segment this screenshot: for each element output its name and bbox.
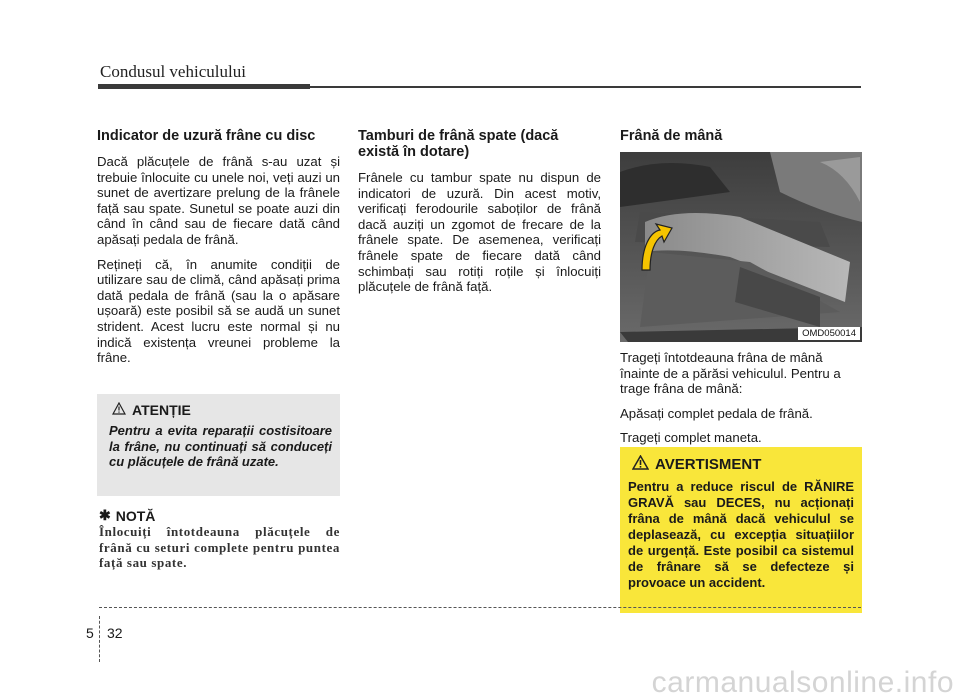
caution-text: Pentru a evita reparații costisitoare la frâne, nu continuați să conduceți cu plăcuțele de frână uzate.: [109, 423, 332, 470]
page-header-title: Condusul vehiculului: [100, 62, 246, 81]
note-star-icon: ✱: [99, 507, 111, 523]
paragraph: Trageți complet maneta.: [620, 430, 762, 446]
section-heading: Frână de mână: [620, 128, 723, 144]
chapter-number: 5: [86, 625, 94, 641]
warning-triangle-icon: [112, 402, 126, 418]
paragraph: Frânele cu tambur spate nu dispun de indicatori de uzură. Din acest motiv, verificați ferodourile saboților de frână dacă auziți un zgomot de frecare de la frânele spate. De asemenea, verificați frânele spate de fiecare dată când schimbați sau rotiți roțile și înlocuiți plăcuțele de frână față.: [358, 170, 601, 295]
note-heading: [99, 507, 155, 524]
section-heading: Tamburi de frână spate (dacă există în dotare): [358, 128, 559, 160]
warning-title: AVERTISMENT: [655, 456, 762, 473]
note-text: Înlocuiți întotdeauna plăcuțele de frână cu seturi complete pentru puntea față sau spate.: [99, 524, 340, 571]
image-code: OMD050014: [798, 327, 860, 340]
parking-brake-photo: [620, 152, 862, 342]
header-bar: [98, 84, 310, 89]
column-rear-drum-brakes: [358, 128, 601, 304]
warning-text: Pentru a reduce riscul de RĂNIRE GRAVĂ sau DECES, nu acționați frâna de mână dacă vehiculul se deplasează, cu excepția situațiilor de urgență. Este posibil ca sistemul de frânare să se defecteze și provoace un accident.: [628, 479, 854, 590]
header-rule: [310, 86, 861, 88]
column-brake-wear-indicator: [97, 128, 340, 375]
paragraph: Dacă plăcuțele de frână s-au uzat și trebuie înlocuite cu unele noi, veți auzi un sunet de avertizare prelung de la frânele față sau spate. Sunetul se poate auzi din când în când sau de fiecare dată când apăsați pedala de frână.: [97, 154, 340, 247]
column-parking-brake: [620, 128, 863, 154]
caution-box: [97, 394, 340, 496]
parking-brake-instructions: [620, 350, 863, 455]
footer-divider: [99, 616, 100, 662]
section-heading: Indicator de uzură frâne cu disc: [97, 128, 316, 144]
caution-title: ATENȚIE: [132, 402, 191, 418]
warning-triangle-icon: [632, 455, 649, 474]
page-number: 32: [107, 625, 123, 641]
note-title: NOTĂ: [115, 507, 156, 524]
footer-rule: [99, 607, 861, 608]
paragraph: Apăsați complet pedala de frână.: [620, 405, 813, 421]
paragraph: Rețineți că, în anumite condiții de utilizare sau de climă, când apăsați prima dată pedala de frână (sau la o apăsare ușoară) este posibil să se audă un sunet strident. Acest lucru este normal și nu indică existența vreunei probleme la frâne.: [97, 256, 340, 366]
watermark: carmanualsonline.info: [651, 666, 954, 699]
paragraph: Trageți întotdeauna frâna de mână înainte de a părăsi vehiculul. Pentru a trage frâna de mână:: [620, 350, 841, 397]
warning-box: [620, 447, 862, 613]
